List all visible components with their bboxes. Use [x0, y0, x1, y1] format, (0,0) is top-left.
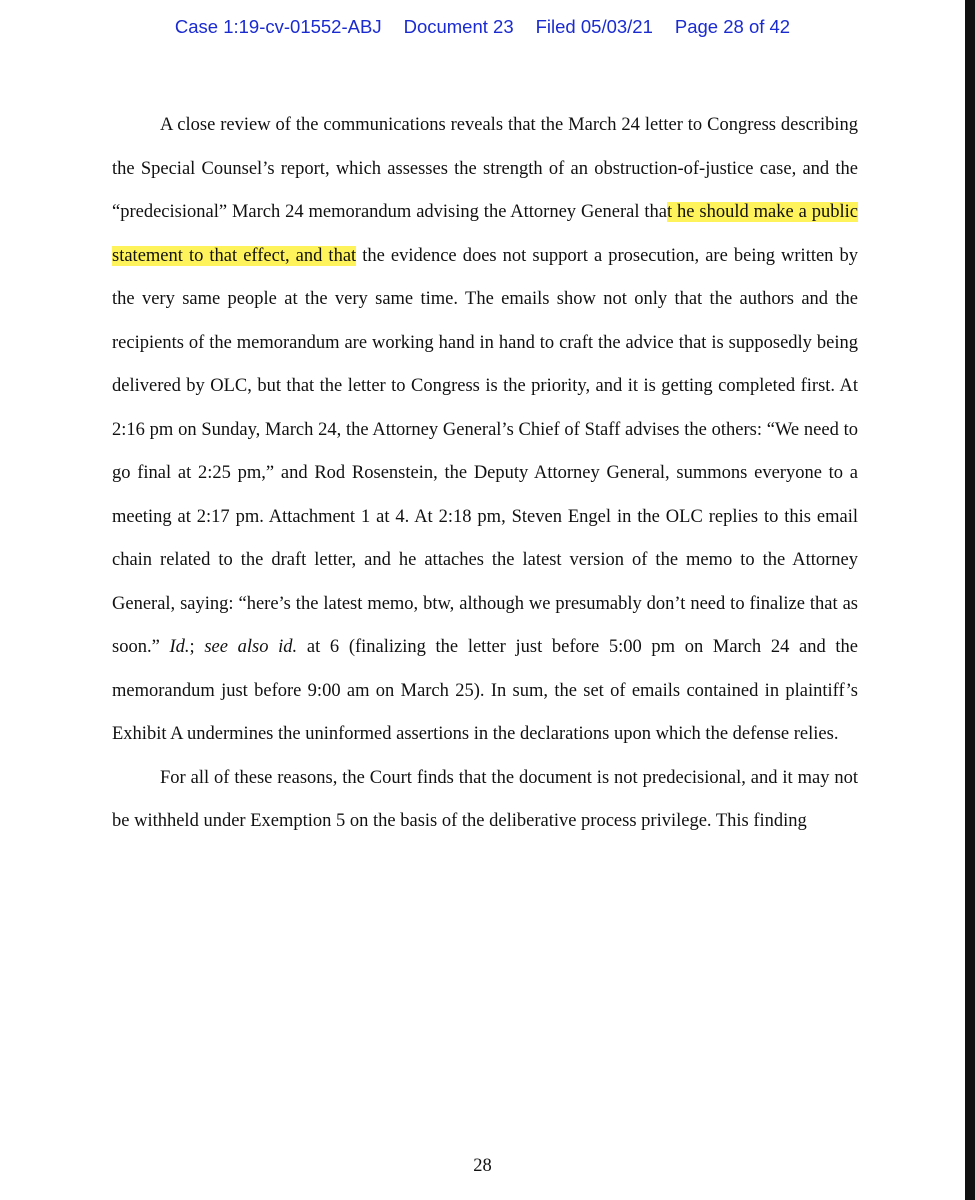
- citation-see-also: see also id.: [204, 637, 298, 657]
- highlighted-text: t he should make a public statement to that effect, and that: [112, 202, 858, 266]
- case-number: Case 1:19-cv-01552-ABJ: [174, 16, 382, 37]
- citation-separator: ;: [189, 637, 205, 657]
- case-header: [0, 16, 965, 38]
- page-count: Page 28 of 42: [674, 16, 791, 37]
- filed-date: Filed 05/03/21: [535, 16, 653, 37]
- document-number: Document 23: [403, 16, 514, 37]
- paragraph-2: For all of these reasons, the Court finds that the document is not predecisional, and it may not be withheld under Exemption 5 on the basis of the deliberative process privilege. This finding: [112, 767, 858, 831]
- paragraph-1-text-b: the evidence does not support a prosecution, are being written by the very same people at the very same time. The emails show not only that the authors and the recipients of the memorandum are working hand in hand to craft the advice that is supposedly being delivered by OLC, but that the letter to Congress is the priority, and it is getting completed first. At 2:16 pm on Sunday, March 24, the Attorney General’s Chief of Staff advises the others: “We need to go final at 2:25 pm,” and Rod Rosenstein, the Deputy Attorney General, summons everyone to a meeting at 2:17 pm. Attachment 1 at 4. At 2:18 pm, Steven Engel in the OLC replies to this email chain related to the draft letter, and he attaches the latest version of the memo to the Attorney General, saying: “here’s the latest memo, btw, although we presumably don’t need to finalize that as soon.”: [112, 245, 858, 657]
- paragraph-1: [112, 104, 858, 757]
- page-number: 28: [473, 1156, 492, 1176]
- body-text: [112, 104, 858, 844]
- paragraph-1-text-a: A close review of the communications reveals that the March 24 letter to Congress describing the Special Counsel’s report, which assesses the strength of an obstruction-of-justice case, and the “predecisional” March 24 memorandum advising the Attorney General tha: [112, 115, 858, 222]
- paragraph-1-text-c: at 6 (finalizing the letter just before 5:00 pm on March 24 and the memorandum just before 9:00 am on March 25). In sum, the set of emails contained in plaintiff’s Exhibit A undermines the uninformed assertions in the declarations upon which the defense relies.: [112, 637, 859, 744]
- citation-id: Id.: [169, 637, 190, 657]
- window-edge: [965, 0, 975, 1200]
